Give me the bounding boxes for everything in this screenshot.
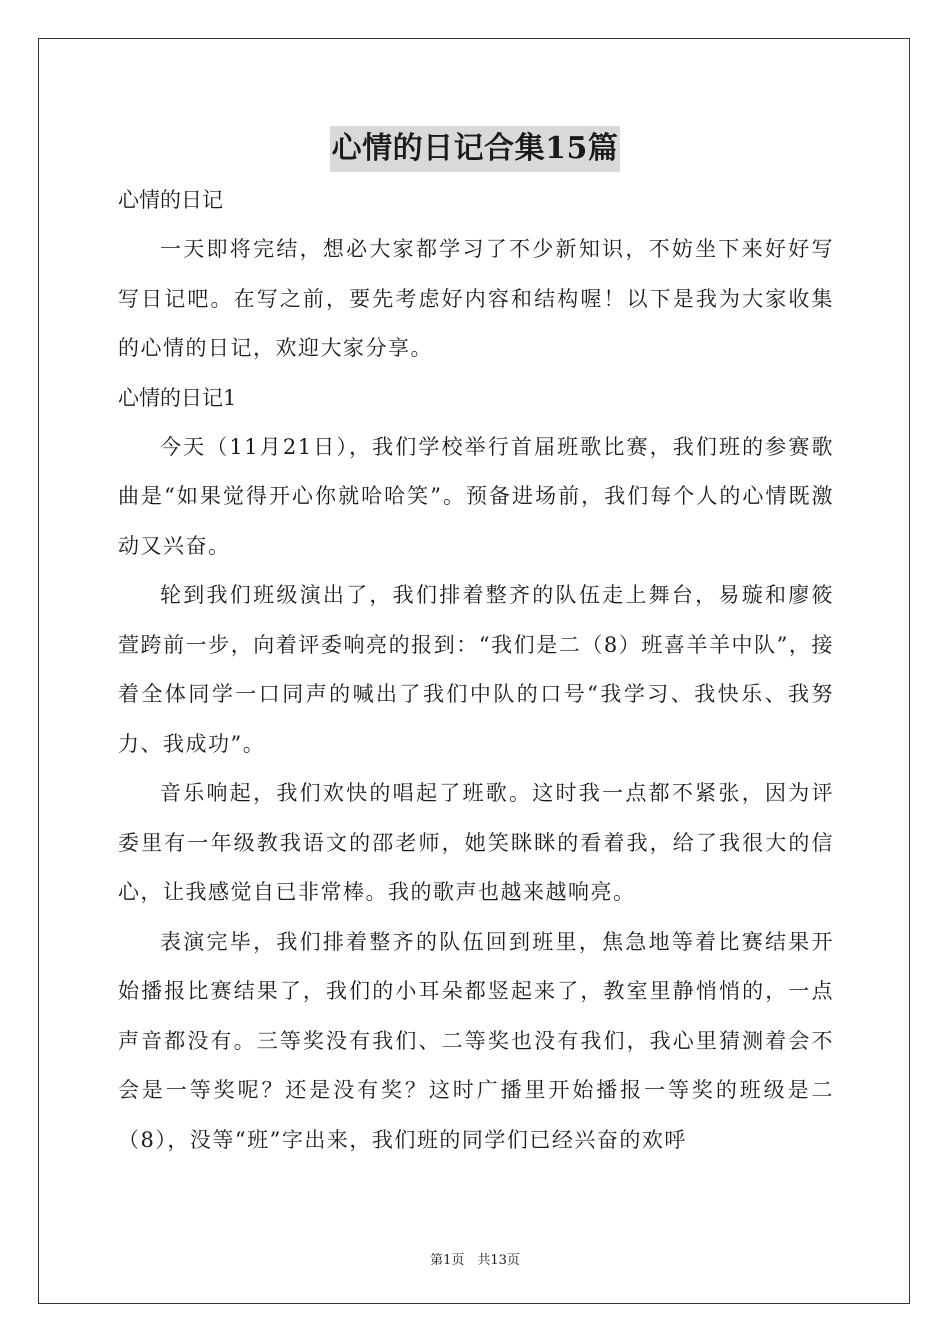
body-paragraph: 今天（11月21日），我们学校举行首届班歌比赛，我们班的参赛歌曲是“如果觉得开心你就哈哈笑”。预备进场前，我们每个人的心情既激动又兴奋。: [118, 434, 834, 558]
document-body: [118, 176, 834, 1165]
body-paragraph: 音乐响起，我们欢快的唱起了班歌。这时我一点都不紧张，因为评委里有一年级教我语文的邵老师，她笑眯眯的看着我，给了我很大的信心，让我感觉自已非常棒。我的歌声也越来越响亮。: [118, 781, 834, 904]
page-number: 第1页 共13页: [430, 1253, 520, 1268]
body-paragraph: 表演完毕，我们排着整齐的队伍回到班里，焦急地等着比赛结果开始播报比赛结果了，我们的小耳朵都竖起来了，教室里静悄悄的，一点声音都没有。三等奖没有我们、二等奖也没有我们，我心里猜测着会不会是一等奖呢？还是没有奖？这时广播里开始播报一等奖的班级是二（8），没等“班”字出来，我们班的同学们已经兴奋的欢呼: [118, 929, 834, 1152]
section-heading: 心情的日记1: [118, 385, 237, 410]
body-paragraph: 轮到我们班级演出了，我们排着整齐的队伍走上舞台，易璇和廖筱萱跨前一步，向着评委响亮的报到：“我们是二（8）班喜羊羊中队”，接着全体同学一口同声的喊出了我们中队的口号“我学习、我快乐、我努力、我成功”。: [118, 583, 834, 756]
document-title: 心情的日记合集15篇: [330, 126, 621, 172]
title-container: [0, 126, 950, 172]
intro-paragraph: 一天即将完结，想必大家都学习了不少新知识，不妨坐下来好好写写日记吧。在写之前，要先考虑好内容和结构喔！以下是我为大家收集的心情的日记，欢迎大家分享。: [118, 237, 834, 360]
page-footer: [0, 1249, 950, 1268]
intro-heading: 心情的日记: [118, 188, 223, 212]
